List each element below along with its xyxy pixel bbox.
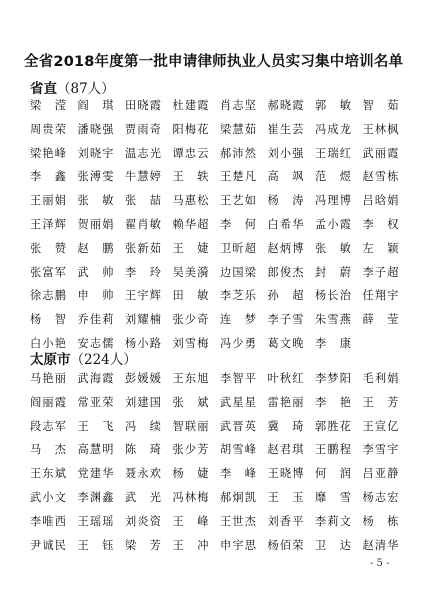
section-name: 太原市 bbox=[30, 352, 71, 368]
person-name: 李 权 bbox=[362, 218, 399, 231]
person-name: 谭忠云 bbox=[172, 146, 209, 160]
person-name: 王东斌 bbox=[30, 467, 66, 481]
person-name: 党建华 bbox=[77, 467, 114, 481]
person-name: 智联丽 bbox=[172, 419, 209, 433]
person-name: 杨小路 bbox=[125, 337, 161, 350]
person-name: 阎丽霞 bbox=[30, 395, 66, 409]
person-name: 牛慧婷 bbox=[125, 170, 161, 184]
person-name: 高 飒 bbox=[267, 170, 304, 184]
person-name: 常亚荣 bbox=[77, 395, 114, 409]
person-name: 赵清华 bbox=[362, 538, 399, 552]
person-name: 左 颖 bbox=[362, 241, 399, 255]
person-name: 冯成龙 bbox=[315, 122, 351, 136]
person-name: 冯林梅 bbox=[172, 491, 209, 504]
person-name: 尹诚民 bbox=[30, 538, 66, 552]
person-name: 武海霞 bbox=[77, 372, 114, 385]
person-name: 王 玉 bbox=[267, 491, 304, 504]
section-count: （87人） bbox=[57, 81, 115, 97]
person-name: 周贵荣 bbox=[30, 122, 66, 136]
person-name: 田晓霞 bbox=[125, 99, 161, 112]
person-name: 王 婕 bbox=[172, 241, 209, 255]
person-name: 阳梅花 bbox=[172, 122, 209, 136]
person-name: 冯 续 bbox=[125, 419, 161, 433]
person-name: 刘耀楠 bbox=[125, 313, 161, 327]
person-name: 薛 莹 bbox=[362, 313, 399, 327]
person-name: 胡雪峰 bbox=[220, 443, 256, 457]
person-name: 贺丽娟 bbox=[77, 218, 114, 231]
person-name: 叶秋红 bbox=[267, 372, 304, 385]
person-name: 连 梦 bbox=[220, 313, 256, 327]
person-name: 智 茹 bbox=[362, 99, 399, 112]
person-name: 李 峰 bbox=[220, 467, 256, 481]
person-name: 葛文晚 bbox=[267, 337, 304, 350]
person-name: 卫 达 bbox=[315, 538, 351, 552]
person-name: 郭胜花 bbox=[315, 419, 351, 433]
person-name: 段志军 bbox=[30, 419, 66, 433]
person-name: 杨 栋 bbox=[362, 514, 399, 528]
person-name: 杜建霞 bbox=[172, 99, 209, 112]
person-name: 封 蔚 bbox=[315, 265, 351, 279]
person-name: 王 芳 bbox=[362, 395, 399, 409]
section-heading-taiyuan bbox=[30, 348, 137, 368]
person-name: 王丽娟 bbox=[30, 194, 66, 208]
person-name: 李 康 bbox=[315, 337, 351, 350]
person-name: 阎 琪 bbox=[77, 99, 114, 112]
person-name: 武星星 bbox=[220, 395, 256, 409]
person-name: 张 敏 bbox=[77, 194, 114, 208]
person-name: 吴美漪 bbox=[172, 265, 209, 279]
person-name: 乔佳莉 bbox=[77, 313, 114, 327]
person-name: 卫昕超 bbox=[220, 241, 256, 255]
person-name: 吕亚静 bbox=[362, 467, 399, 481]
person-name: 刘雪梅 bbox=[172, 337, 209, 350]
person-name: 李 玲 bbox=[125, 265, 161, 279]
person-name: 边国梁 bbox=[220, 265, 256, 279]
person-name: 刘炎资 bbox=[125, 514, 161, 528]
person-name: 赖华超 bbox=[172, 218, 209, 231]
person-name: 靡 雪 bbox=[315, 491, 351, 504]
person-name: 杨 婕 bbox=[172, 467, 209, 481]
person-name: 武小文 bbox=[30, 491, 66, 504]
person-name: 张少芳 bbox=[172, 443, 209, 457]
person-name: 毛利娟 bbox=[362, 372, 399, 385]
person-name: 何 润 bbox=[315, 467, 351, 481]
person-name: 王世杰 bbox=[220, 514, 256, 528]
person-name: 翟肖敏 bbox=[125, 218, 161, 231]
person-name: 王 峰 bbox=[172, 514, 209, 528]
person-name: 郎俊杰 bbox=[267, 265, 304, 279]
person-name: 李雪宇 bbox=[362, 443, 399, 457]
section-heading-provincial bbox=[30, 77, 115, 97]
person-name: 李唯西 bbox=[30, 514, 66, 528]
person-name: 申宇思 bbox=[220, 538, 256, 552]
person-name: 崔生芸 bbox=[267, 122, 304, 136]
person-name: 梁慧茹 bbox=[220, 122, 256, 136]
person-name: 冯理博 bbox=[315, 194, 351, 208]
person-name: 王林枫 bbox=[362, 122, 399, 136]
person-name: 刘建国 bbox=[125, 395, 161, 409]
person-name: 王晓博 bbox=[267, 467, 304, 481]
person-name: 李 鑫 bbox=[30, 170, 66, 184]
person-name: 武晋英 bbox=[220, 419, 256, 433]
person-name: 冀 琦 bbox=[267, 419, 304, 433]
person-name: 彭媛媛 bbox=[125, 372, 161, 385]
person-name: 陈 琦 bbox=[125, 443, 161, 457]
person-name: 张少奇 bbox=[172, 313, 209, 327]
person-name: 温志光 bbox=[125, 146, 161, 160]
person-name: 刘晓宇 bbox=[77, 146, 114, 160]
person-name: 郝沛然 bbox=[220, 146, 256, 160]
person-name: 杨 智 bbox=[30, 313, 66, 327]
person-name: 武 光 bbox=[125, 491, 161, 504]
person-name: 张新茹 bbox=[125, 241, 161, 255]
person-name: 赵雪栋 bbox=[362, 170, 399, 184]
person-name: 李智平 bbox=[220, 372, 256, 385]
person-name: 肖志坚 bbox=[220, 99, 256, 112]
person-name: 王 冲 bbox=[172, 538, 209, 552]
person-name: 刘小强 bbox=[267, 146, 304, 160]
person-name: 范 煜 bbox=[315, 170, 351, 184]
section-name: 省直 bbox=[30, 81, 57, 97]
person-name: 贾雨奇 bbox=[125, 122, 161, 136]
person-name: 马惠松 bbox=[172, 194, 209, 208]
person-name: 王 钰 bbox=[77, 538, 114, 552]
person-name: 王瑶瑶 bbox=[77, 514, 114, 528]
person-name: 白小艳 bbox=[30, 337, 66, 350]
person-name: 赵炳博 bbox=[267, 241, 304, 255]
person-name: 王楚凡 bbox=[220, 170, 256, 184]
person-name: 梁 芳 bbox=[125, 538, 161, 552]
person-name: 朱雪燕 bbox=[315, 313, 351, 327]
person-name: 李渊鑫 bbox=[77, 491, 114, 504]
person-name: 田 敏 bbox=[172, 289, 209, 303]
person-name: 李子超 bbox=[362, 265, 399, 279]
person-name: 张 敏 bbox=[315, 241, 351, 255]
person-name: 马艳丽 bbox=[30, 372, 66, 385]
person-name: 王泽辉 bbox=[30, 218, 66, 231]
person-name: 高慧明 bbox=[77, 443, 114, 457]
person-name: 赵 鹏 bbox=[77, 241, 114, 255]
person-name: 王宣亿 bbox=[362, 419, 399, 433]
person-name: 张富军 bbox=[30, 265, 66, 279]
person-name: 任翔宇 bbox=[362, 289, 399, 303]
person-name: 冯少勇 bbox=[220, 337, 256, 350]
person-name: 潘晓强 bbox=[77, 122, 114, 136]
person-name: 孟小霞 bbox=[315, 218, 351, 231]
person-name: 王瑞红 bbox=[315, 146, 351, 160]
person-name: 王东旭 bbox=[172, 372, 209, 385]
person-name: 孙 超 bbox=[267, 289, 304, 303]
person-name: 武丽霞 bbox=[362, 146, 399, 160]
person-name: 王艺如 bbox=[220, 194, 256, 208]
person-name: 申 帅 bbox=[77, 289, 114, 303]
person-name: 李梦阳 bbox=[315, 372, 351, 385]
document-title: 全省2018年度第一批申请律师执业人员实习集中培训名单 bbox=[24, 54, 404, 70]
person-name: 吕晗娟 bbox=[362, 194, 399, 208]
person-name: 李 艳 bbox=[315, 395, 351, 409]
person-name: 赵君琪 bbox=[267, 443, 304, 457]
person-name: 张 赞 bbox=[30, 241, 66, 255]
person-name: 张 喆 bbox=[125, 194, 161, 208]
section-count: （224人） bbox=[70, 352, 137, 368]
person-name: 王 轶 bbox=[172, 170, 209, 184]
person-name: 郝炯凯 bbox=[220, 491, 256, 504]
person-name: 杨 涛 bbox=[267, 194, 304, 208]
person-name: 李芝乐 bbox=[220, 289, 256, 303]
person-name: 武 帅 bbox=[77, 265, 114, 279]
person-name: 李莉文 bbox=[315, 514, 351, 528]
person-name: 梁艳峰 bbox=[30, 146, 66, 160]
person-name: 王 飞 bbox=[77, 419, 114, 433]
person-name: 安志儒 bbox=[77, 337, 114, 350]
person-name: 郭 敏 bbox=[315, 99, 351, 112]
person-name: 马 杰 bbox=[30, 443, 66, 457]
page-number: - 5 - bbox=[370, 558, 390, 569]
person-name: 杨佰荣 bbox=[267, 538, 304, 552]
person-name: 李 何 bbox=[220, 218, 256, 231]
person-name: 李子雪 bbox=[267, 313, 304, 327]
person-name: 王鹏程 bbox=[315, 443, 351, 457]
person-name: 张溥雯 bbox=[77, 170, 114, 184]
person-name: 雷艳丽 bbox=[267, 395, 304, 409]
person-name: 王宇辉 bbox=[125, 289, 161, 303]
person-name: 白希华 bbox=[267, 218, 304, 231]
person-name: 梁 滢 bbox=[30, 99, 66, 112]
person-name: 聂永欢 bbox=[125, 467, 161, 481]
person-name: 张 斌 bbox=[172, 395, 209, 409]
person-name: 杨志宏 bbox=[362, 491, 399, 504]
person-name: 郝晓霞 bbox=[267, 99, 304, 112]
person-name: 刘香平 bbox=[267, 514, 304, 528]
person-name: 杨长治 bbox=[315, 289, 351, 303]
person-name: 徐志鹏 bbox=[30, 289, 66, 303]
